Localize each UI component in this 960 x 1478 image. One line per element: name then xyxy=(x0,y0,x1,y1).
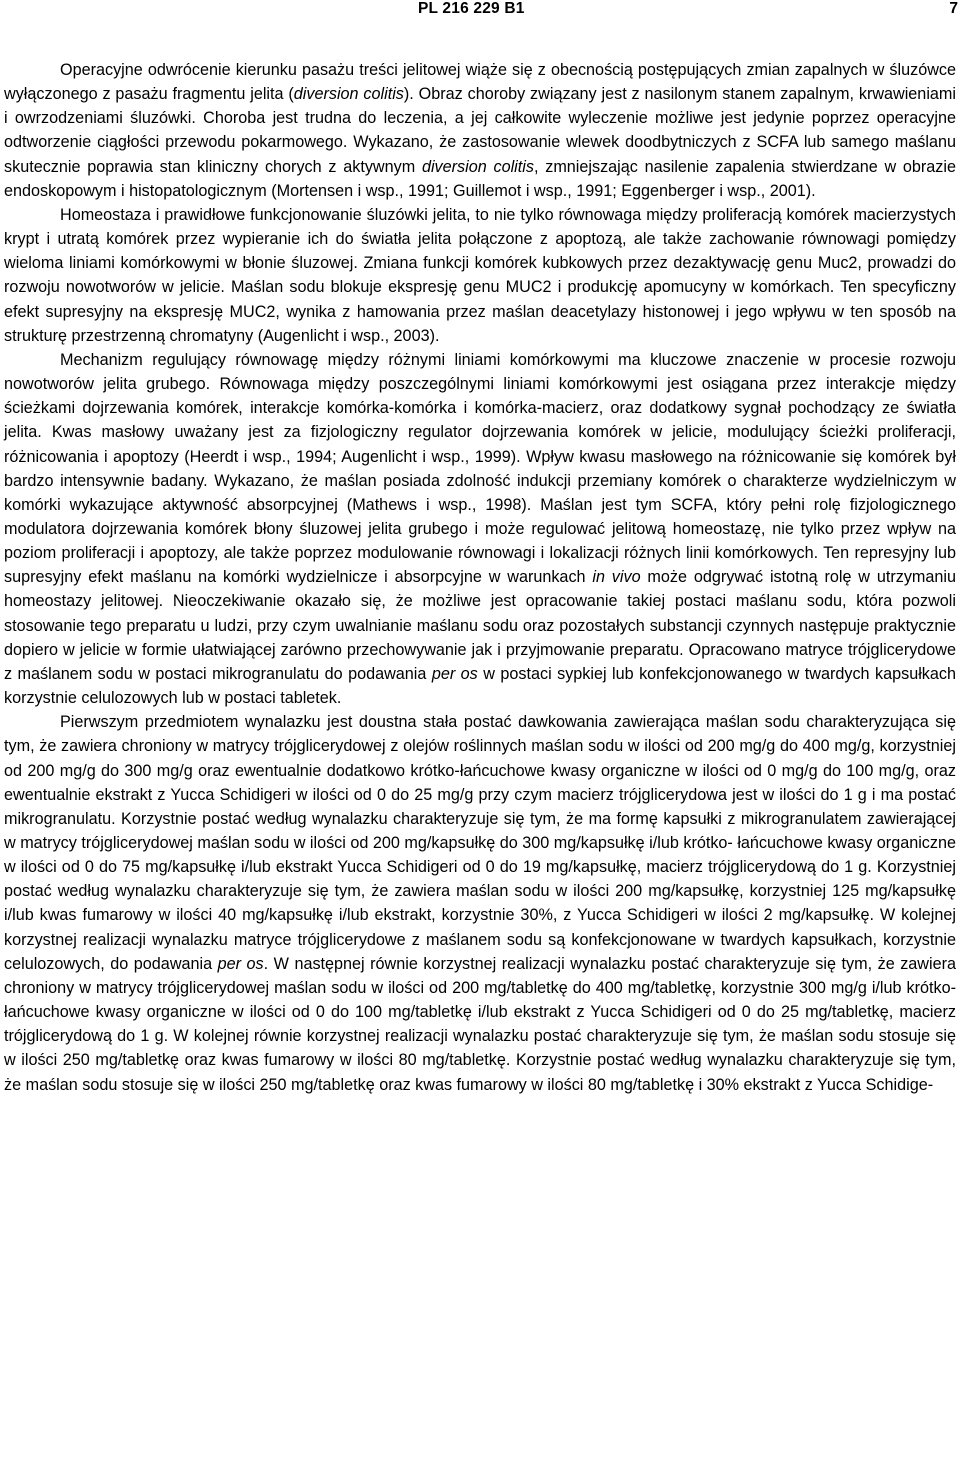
page-header xyxy=(0,0,960,24)
text-run: ). Obraz choroby związany jest z nasilonym stanem zapalnym, krwawieniami i owrzodzeniami śluzówki. Choroba jest trudna do leczenia, a jej całkowite wyleczenie możliwe jest jedynie poprzez operacyjne odtworzenie ciągłości przewodu pokarmowego. Wykazano, że zastosowanie wlewek doodbytniczych z SCFA lub samego maślanu skutecznie poprawia stan kliniczny chorych z aktywnym xyxy=(4,85,956,176)
text-run: , zmniejszając nasilenie zapalenia stwierdzane w obrazie endoskopowym i histopatologicznym (Mortensen i wsp., 1991; Guillemot i wsp., 1991; Eggenberger i wsp., 2001). xyxy=(4,157,956,200)
patent-number: PL 216 229 B1 xyxy=(418,0,525,17)
text-run: Pierwszym przedmiotem wynalazku jest doustna stała postać dawkowania zawierająca maślan sodu charakteryzująca się tym, że zawiera chroniony w matrycy trójglicerydowej z olejów roślinnych maślan sodu w ilości od 200 mg/g do 400 mg/g, korzystniej od 200 mg/g do 300 mg/g oraz ewentualnie dodatkowo krótko-łańcuchowe kwasy organiczne w ilości od 0 mg/g do 100 mg/g, oraz ewentualnie ekstrakt z Yucca Schidigeri w ilości od 0 do 25 mg/g przy czym macierz trójglicerydowa jest w ilości do 1 g i ma postać mikrogranulatu. Korzystnie postać według wynalazku charakteryzuje się tym, że ma formę kapsułki z mikrogranulatem zawierającej w matrycy trójglicerydowej maślan sodu w ilości od 200 mg/kapsułkę do 300 mg/kapsułkę i/lub krótko- łańcuchowe kwasy organiczne w ilości od 0 do 75 mg/kapsułkę i/lub ekstrakt Yucca Schidigeri od 0 do 19 mg/kapsułkę, macierz trójglicerydową do 1 g. Korzystniej postać według wynalazku charakteryzuje się tym, że zawiera maślan sodu w ilości 200 mg/kapsułkę, korzystniej 125 mg/kapsułkę i/lub kwas fumarowy w ilości 40 mg/kapsułkę i/lub ekstrakt, korzystnie 30%, z Yucca Schidigeri w ilości 2 mg/kapsułkę. W kolejnej korzystnej realizacji wynalazku matryce trójglicerydowe z maślanem sodu są konfekcjonowane w twardych kapsułkach, korzystnie celulozowych, do podawania xyxy=(4,713,956,973)
italic-term: diversion colitis xyxy=(293,85,404,104)
italic-term: diversion colitis xyxy=(421,157,534,176)
paragraph xyxy=(4,348,956,710)
text-run: w postaci sypkiej lub konfekcjonowanego w twardych kapsułkach korzystnie celulozowych lub w postaci tabletek. xyxy=(4,664,956,708)
text-run: Operacyjne odwrócenie kierunku pasażu treści jelitowej wiąże się z obecnością postępujących zmian zapalnych w śluzówce wyłączonego z pasażu fragmentu jelita ( xyxy=(4,61,956,104)
paragraph xyxy=(4,710,956,1097)
paragraph xyxy=(4,203,956,348)
text-run: Mechanizm regulujący równowagę między różnymi liniami komórkowymi ma kluczowe znaczenie w procesie rozwoju nowotworów jelita grubego. Równowaga między poszczególnymi liniami komórkowymi jest osiągana przez interakcje między ścieżkami dojrzewania komórek, interakcje komórka-komórka i komórka-macierz, oraz dodatkowy sygnał pochodzący ze światła jelita. Kwas masłowy uważany jest za fizjologiczny regulator dojrzewania komórek w jelicie, modulujący ścieżki proliferacji, różnicowania i apoptozy (Heerdt i wsp., 1994; Augenlicht i wsp., 1999). Wpływ kwasu masłowego na różnicowanie się komórek był bardzo intensywnie badany. Wykazano, że maślan posiada zdolność indukcji przemiany komórek o charakterze wydzielniczym w komórki wykazujące aktywność absorpcyjnej (Mathews i wsp., 1998). Maślan jest tym SCFA, który pełni rolę fizjologicznego modulatora dojrzewania komórek błony śluzowej jelita grubego i może regulować jelitową homeostazę, nie tylko przez wpływ na poziom proliferacji i apoptozy, ale także poprzez modulowanie równowagi i lokalizacji różnych linii komórkowych. Ten represyjny lub supresyjny efekt maślanu na komórki wydzielnicze i absorpcyjne w warunkach xyxy=(4,350,956,587)
text-run: może odgrywać istotną rolę w utrzymaniu homeostazy jelitowej. Nieoczekiwanie okazało się, że możliwe jest opracowanie takiej postaci maślanu sodu, która pozwoli stosowanie tego preparatu u ludzi, przy czym uwalnianie maślanu sodu oraz pozostałych substancji czynnych następuje praktycznie dopiero w jelicie w formie ułatwiającej zarówno przechowywanie jak i przyjmowanie preparatu. Opracowano matryce trójglicerydowe z maślanem sodu w postaci mikrogranulatu do podawania xyxy=(4,568,956,683)
text-run: Homeostaza i prawidłowe funkcjonowanie śluzówki jelita, to nie tylko równowaga między proliferacją komórek macierzystych krypt i utratą komórek przez wypieranie ich do światła jelita połączone z apoptozą, ale także zachowanie równowagi pomiędzy wieloma liniami komórkowymi w błonie śluzowej. Zmiana funkcji komórek kubkowych przez dezaktywację genu Muc2, prowadzi do rozwoju nowotworów w jelicie. Maślan sodu blokuje ekspresję genu MUC2 i produkcję apomucyny w komórkach. Ten specyficzny efekt supresyjny na ekspresję MUC2, wynika z hamowania przez maślan deacetylazy histonowej i jego wpływu w ten sposób na strukturę przestrzenną chromatyny (Augenlicht i wsp., 2003). xyxy=(4,205,956,345)
italic-term: in vivo xyxy=(592,568,641,587)
body-text xyxy=(4,58,956,1097)
italic-term: per os xyxy=(431,664,478,683)
italic-term: per os xyxy=(217,954,264,973)
paragraph xyxy=(4,58,956,203)
page-number: 7 xyxy=(949,0,958,17)
text-run: . W następnej równie korzystnej realizacji wynalazku postać charakteryzuje się tym, że zawiera chroniony w matrycy trójglicerydowej maślan sodu w ilości od 200 mg/tabletkę do 400 mg/tabletkę, korzystnie 300 mg/g i/lub krótko-łańcuchowe kwasy organiczne w ilości od 0 do 100 mg/tabletkę i/lub ekstrakt z Yucca Schidigeri od 0 do 25 mg/tabletkę, macierz trójglicerydową do 1 g. W kolejnej równie korzystnej realizacji wynalazku postać charakteryzuje się tym, że maślan sodu stosuje się w ilości 250 mg/tabletkę oraz kwas fumarowy w ilości 80 mg/tabletkę. Korzystnie postać według wynalazku charakteryzuje się tym, że maślan sodu stosuje się w ilości 250 mg/tabletkę oraz kwas fumarowy w ilości 80 mg/tabletkę i 30% ekstrakt z Yucca Schidige- xyxy=(4,954,956,1094)
